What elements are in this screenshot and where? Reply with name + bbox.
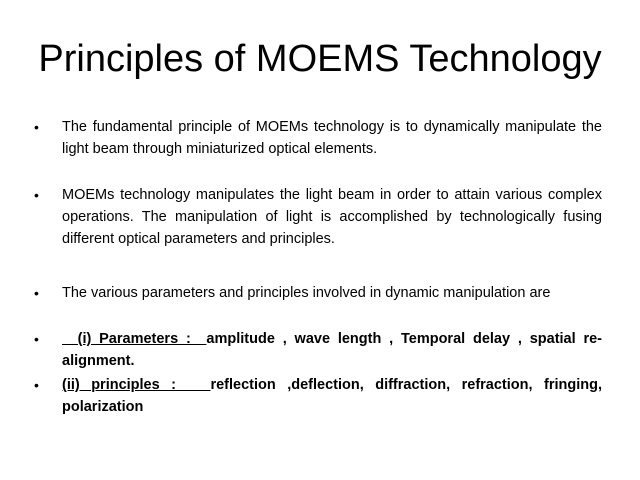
bullet-dot-icon: • <box>34 331 39 347</box>
bullet-dot-icon: • <box>34 377 39 393</box>
bullet-text: The fundamental principle of MOEMs technology is to dynamically manipulate the light beam through miniaturized optical elements. <box>62 119 602 157</box>
bullet-dot-icon: • <box>34 119 39 135</box>
slide-title: Principles of MOEMS Technology <box>38 38 602 80</box>
principles-label: (ii) principles : <box>62 377 211 393</box>
parameters-label: (i) Parameters : <box>62 331 207 347</box>
bullet-dot-icon: • <box>34 285 39 301</box>
parameters-text: amplitude , wave length , Temporal delay , spatial re-alignment. <box>62 331 602 369</box>
bullet-text: MOEMs technology manipulates the light beam in order to attain various complex operations. The manipulation of light is accomplished by technologically fusing different optical parameters and principles. <box>62 187 602 247</box>
bullet-dot-icon: • <box>34 187 39 203</box>
bullet-text <box>62 328 602 372</box>
bullet-text <box>62 374 602 418</box>
bullet-text: The various parameters and principles involved in dynamic manipulation are <box>62 285 551 301</box>
principles-text: reflection ,deflection, diffraction, refraction, fringing, polarization <box>62 377 602 415</box>
